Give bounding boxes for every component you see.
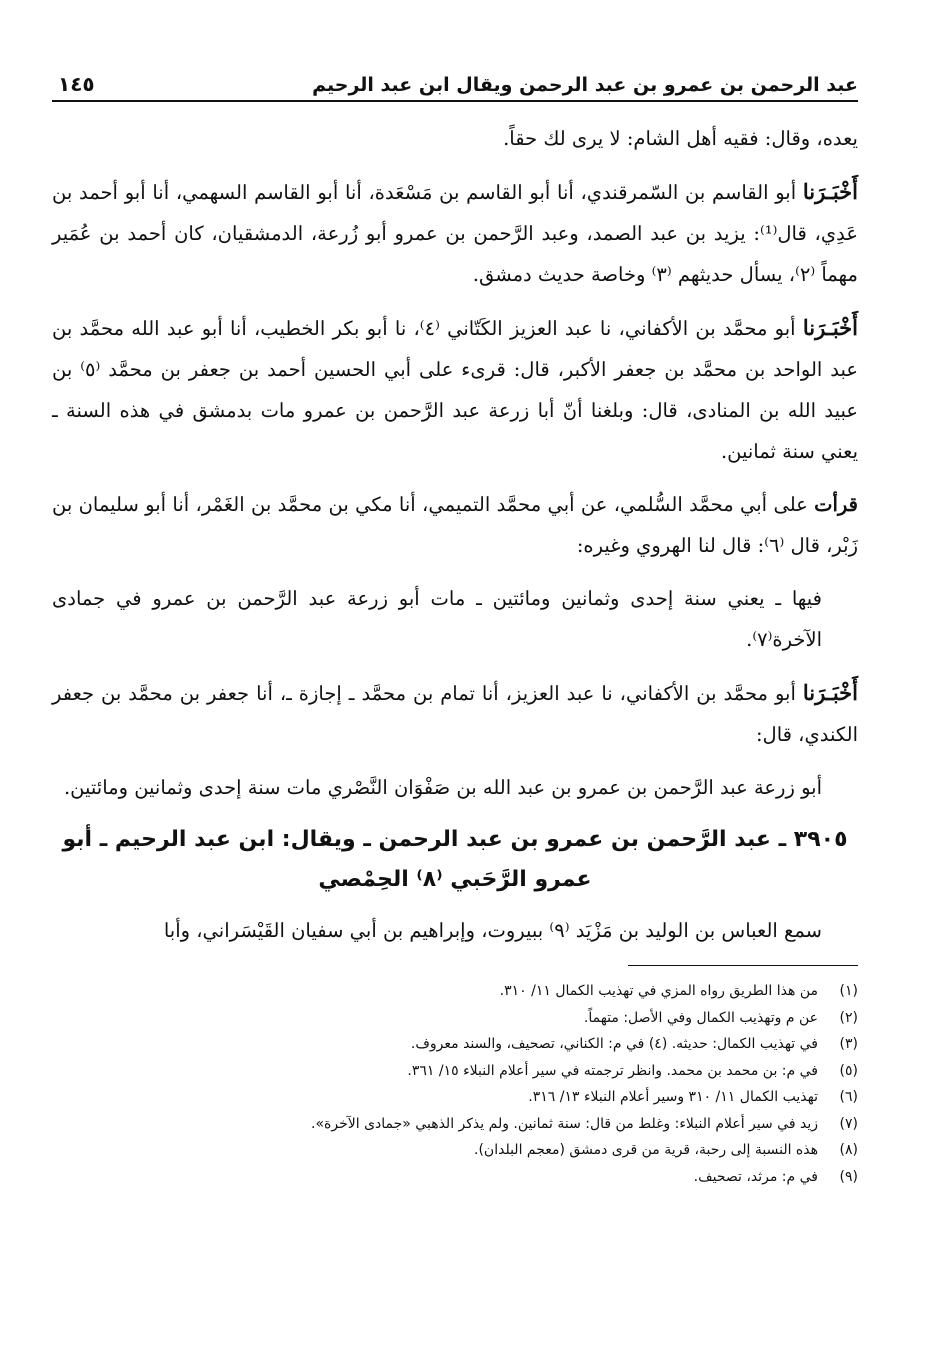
footnote bbox=[52, 1005, 858, 1032]
footnote-text: في تهذيب الكمال: حديثه. (٤) في م: الكناني، تصحيف، والسند معروف. bbox=[410, 1036, 818, 1052]
paragraph-text: أبو القاسم بن السّمرقندي، أنا أبو القاسم بن مَسْعَدة، أنا أبو القاسم السهمي، أنا أبو أحمد بن عَدِي، قال⁽¹⁾: يزيد بن عبد الصمد، وعبد الرَّحمن بن عمرو أبو زُرعة، الدمشقيان، كان أحمد بن عُمَير مهماً ⁽٢⁾، يسأل حديثهم ⁽٣⁾ وخاصة حديث دمشق. bbox=[52, 181, 858, 286]
footnote-number: (٦) bbox=[839, 1089, 858, 1105]
paragraph-text: يعده، وقال: فقيه أهل الشام: لا يرى لك حقاً. bbox=[503, 127, 858, 150]
paragraph bbox=[52, 118, 858, 159]
footnote bbox=[52, 978, 858, 1005]
paragraph-text: فيها ـ يعني سنة إحدى وثمانين ومائتين ـ مات أبو زرعة عبد الرَّحمن بن عمرو في جمادى الآخرة⁽٧⁾. bbox=[52, 587, 822, 651]
paragraph-lead: أَخْبَـرَنا bbox=[802, 680, 858, 705]
footnote bbox=[52, 1164, 858, 1191]
paragraph-text: أبو محمَّد بن الأكفاني، نا عبد العزيز، أنا تمام بن محمَّد ـ إجازة ـ، أنا جعفر بن محمَّد بن جعفر الكندي، قال: bbox=[52, 682, 858, 746]
footnote bbox=[52, 1084, 858, 1111]
footnote-divider bbox=[628, 965, 858, 966]
paragraph-text: سمع العباس بن الوليد بن مَزْيَد ⁽٩⁾ ببيروت، وإبراهيم بن أبي سفيان القَيْسَراني، وأبا bbox=[163, 919, 822, 942]
footnote-text: تهذيب الكمال ١١/ ٣١٠ وسير أعلام النبلاء ١٣/ ٣١٦. bbox=[528, 1089, 818, 1105]
paragraph bbox=[52, 672, 858, 755]
footnote-text: في م: بن محمد بن محمد. وانظر ترجمته في سير أعلام النبلاء ١٥/ ٣٦١. bbox=[407, 1062, 818, 1079]
footnote-number: (٢) bbox=[839, 1009, 858, 1026]
running-header bbox=[52, 62, 858, 102]
paragraph-lead: أَخْبَـرَنا bbox=[802, 315, 858, 340]
footnotes bbox=[52, 978, 858, 1190]
footnote bbox=[52, 1058, 858, 1085]
paragraph-lead: قرأت bbox=[814, 493, 858, 516]
page-number: ١٤٥ bbox=[58, 72, 95, 96]
quoted-paragraph bbox=[52, 578, 858, 660]
footnote-number: (٧) bbox=[839, 1115, 858, 1132]
footnote-text: من هذا الطريق رواه المزي في تهذيب الكمال ١١/ ٣١٠. bbox=[499, 983, 818, 999]
footnote-number: (٩) bbox=[839, 1168, 858, 1185]
paragraph-text: على أبي محمَّد السُّلمي، عن أبي محمَّد التميمي، أنا مكي بن محمَّد بن الغَمْر، أنا أبو سليمان بن زَبْر، قال ⁽٦⁾: قال لنا الهروي وغيره: bbox=[52, 493, 858, 557]
running-title: عبد الرحمن بن عمرو بن عبد الرحمن ويقال ابن عبد الرحيم bbox=[312, 74, 858, 96]
footnote-number: (٣) bbox=[839, 1036, 858, 1052]
paragraph bbox=[52, 910, 858, 951]
footnote-number: (٥) bbox=[839, 1062, 858, 1079]
paragraph bbox=[52, 484, 858, 566]
main-text bbox=[52, 118, 858, 951]
footnote-text: هذه النسبة إلى رحبة، قرية من قرى دمشق (معجم البلدان). bbox=[474, 1142, 818, 1158]
paragraph bbox=[52, 171, 858, 295]
footnote-text: في م: مرثد، تصحيف. bbox=[693, 1168, 818, 1185]
footnote-number: (٨) bbox=[839, 1142, 858, 1158]
paragraph-text: أبو زرعة عبد الرَّحمن بن عمرو بن عبد الله بن صَفْوَان النَّصْري مات سنة إحدى وثمانين ومائتين. bbox=[63, 776, 822, 799]
footnote bbox=[52, 1137, 858, 1164]
footnote bbox=[52, 1031, 858, 1058]
footnote-text: زيد في سير أعلام النبلاء: وغلط من قال: سنة ثمانين. ولم يذكر الذهبي «جمادى الآخرة». bbox=[311, 1115, 818, 1132]
paragraph-lead: أَخْبَـرَنا bbox=[802, 179, 858, 204]
paragraph-text: أبو محمَّد بن الأكفاني، نا عبد العزيز الكَتّاني ⁽٤⁾، نا أبو بكر الخطيب، أنا أبو عبد الله محمَّد بن عبد الواحد بن محمَّد بن جعفر الأكبر، قال: قرىء على أبي الحسين أحمد بن جعفر بن محمَّد ⁽٥⁾ بن عبيد الله بن المنادى، قال: وبلغنا أنّ أبا زرعة عبد الرَّحمن بن عمرو مات بدمشق في هذه السنة ـ يعني سنة ثمانين. bbox=[52, 317, 858, 463]
footnote-number: (١) bbox=[839, 983, 858, 999]
paragraph bbox=[52, 307, 858, 472]
quoted-paragraph bbox=[52, 767, 858, 808]
footnote-text: عن م وتهذيب الكمال وفي الأصل: متهماً. bbox=[583, 1009, 818, 1026]
footnote bbox=[52, 1111, 858, 1138]
entry-heading: ٣٩٠٥ ـ عبد الرَّحمن بن عمرو بن عبد الرحمن ـ ويقال: ابن عبد الرحيم ـ أبو عمرو الرَّحَبي ⁽٨⁾ الحِمْصي bbox=[62, 827, 848, 892]
